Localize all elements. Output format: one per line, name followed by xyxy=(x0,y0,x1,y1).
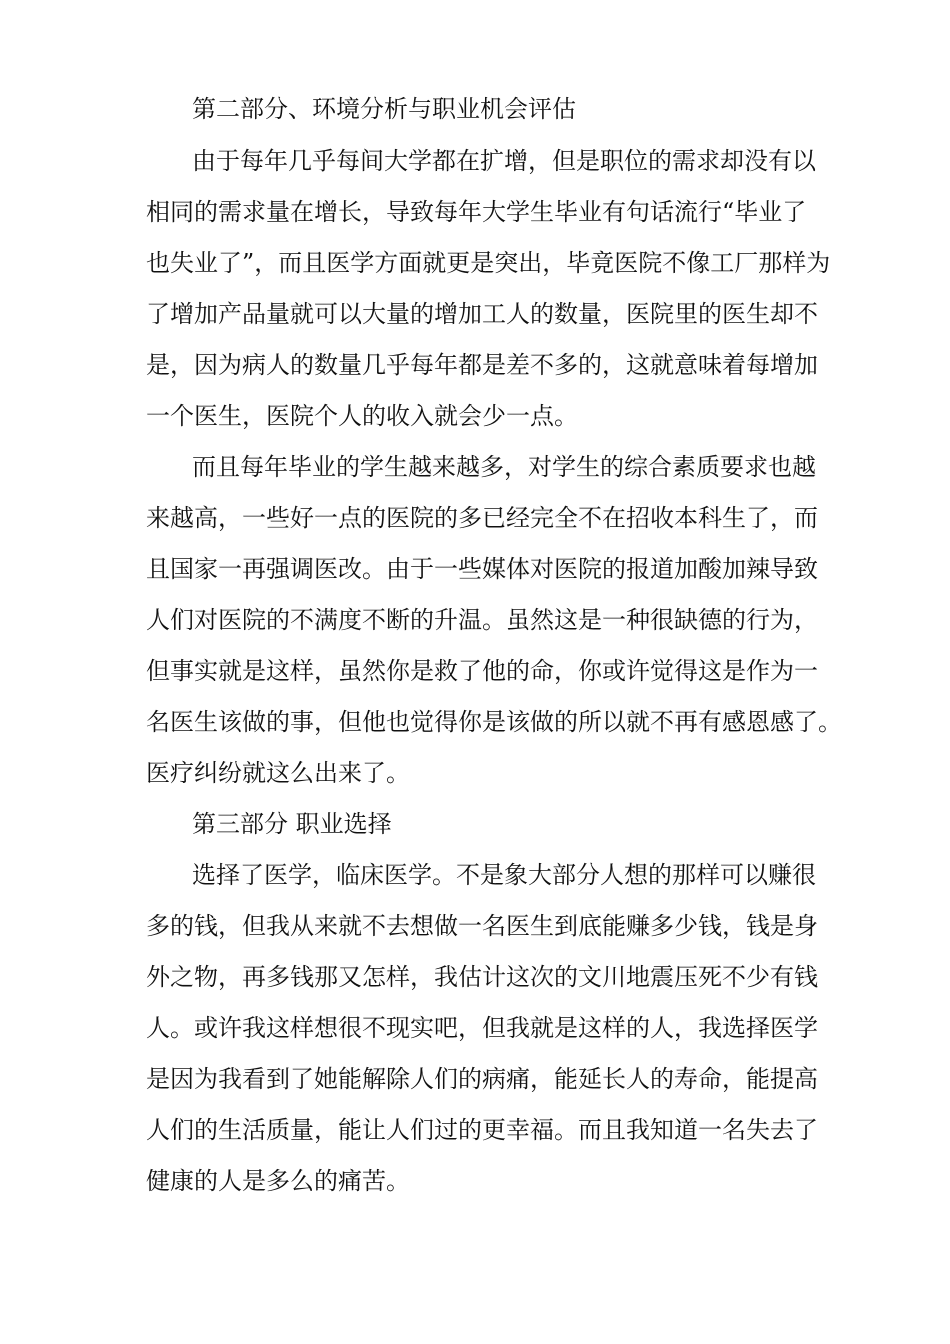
paragraph-line: 名医生该做的事，但他也觉得你是该做的所以就不再有感恩感了。 xyxy=(146,708,842,736)
paragraph-line: 相同的需求量在增长，导致每年大学生毕业有句话流行“毕业了 xyxy=(146,198,807,226)
paragraph-line: 一个医生，医院个人的收入就会少一点。 xyxy=(146,402,578,430)
section-heading-career-choice: 第三部分 职业选择 xyxy=(192,810,392,838)
paragraph-line: 外之物，再多钱那又怎样，我估计这次的文川地震压死不少有钱 xyxy=(146,963,818,991)
paragraph-line: 也失业了”，而且医学方面就更是突出，毕竟医院不像工厂那样为 xyxy=(146,249,831,277)
paragraph-line: 且国家一再强调医改。由于一些媒体对医院的报道加酸加辣导致 xyxy=(146,555,818,583)
paragraph-line: 而且每年毕业的学生越来越多，对学生的综合素质要求也越 xyxy=(192,453,816,481)
paragraph-line: 是因为我看到了她能解除人们的病痛，能延长人的寿命，能提高 xyxy=(146,1065,818,1093)
section-heading-environment-analysis: 第二部分、环境分析与职业机会评估 xyxy=(192,95,576,123)
paragraph-line: 是，因为病人的数量几乎每年都是差不多的，这就意味着每增加 xyxy=(146,351,818,379)
paragraph-line: 健康的人是多么的痛苦。 xyxy=(146,1167,410,1195)
paragraph-line: 了增加产品量就可以大量的增加工人的数量，医院里的医生却不 xyxy=(146,300,818,328)
paragraph-line: 人们对医院的不满度不断的升温。虽然这是一种很缺德的行为， xyxy=(146,606,818,634)
paragraph-line: 人们的生活质量，能让人们过的更幸福。而且我知道一名失去了 xyxy=(146,1116,818,1144)
paragraph-line: 但事实就是这样，虽然你是救了他的命，你或许觉得这是作为一 xyxy=(146,657,818,685)
paragraph-line: 医疗纠纷就这么出来了。 xyxy=(146,759,410,787)
paragraph-line: 选择了医学，临床医学。不是象大部分人想的那样可以赚很 xyxy=(192,861,816,889)
paragraph-line: 多的钱，但我从来就不去想做一名医生到底能赚多少钱，钱是身 xyxy=(146,912,818,940)
paragraph-line: 由于每年几乎每间大学都在扩增，但是职位的需求却没有以 xyxy=(192,147,816,175)
paragraph-line: 来越高，一些好一点的医院的多已经完全不在招收本科生了，而 xyxy=(146,504,818,532)
paragraph-line: 人。或许我这样想很不现实吧，但我就是这样的人，我选择医学 xyxy=(146,1014,818,1042)
